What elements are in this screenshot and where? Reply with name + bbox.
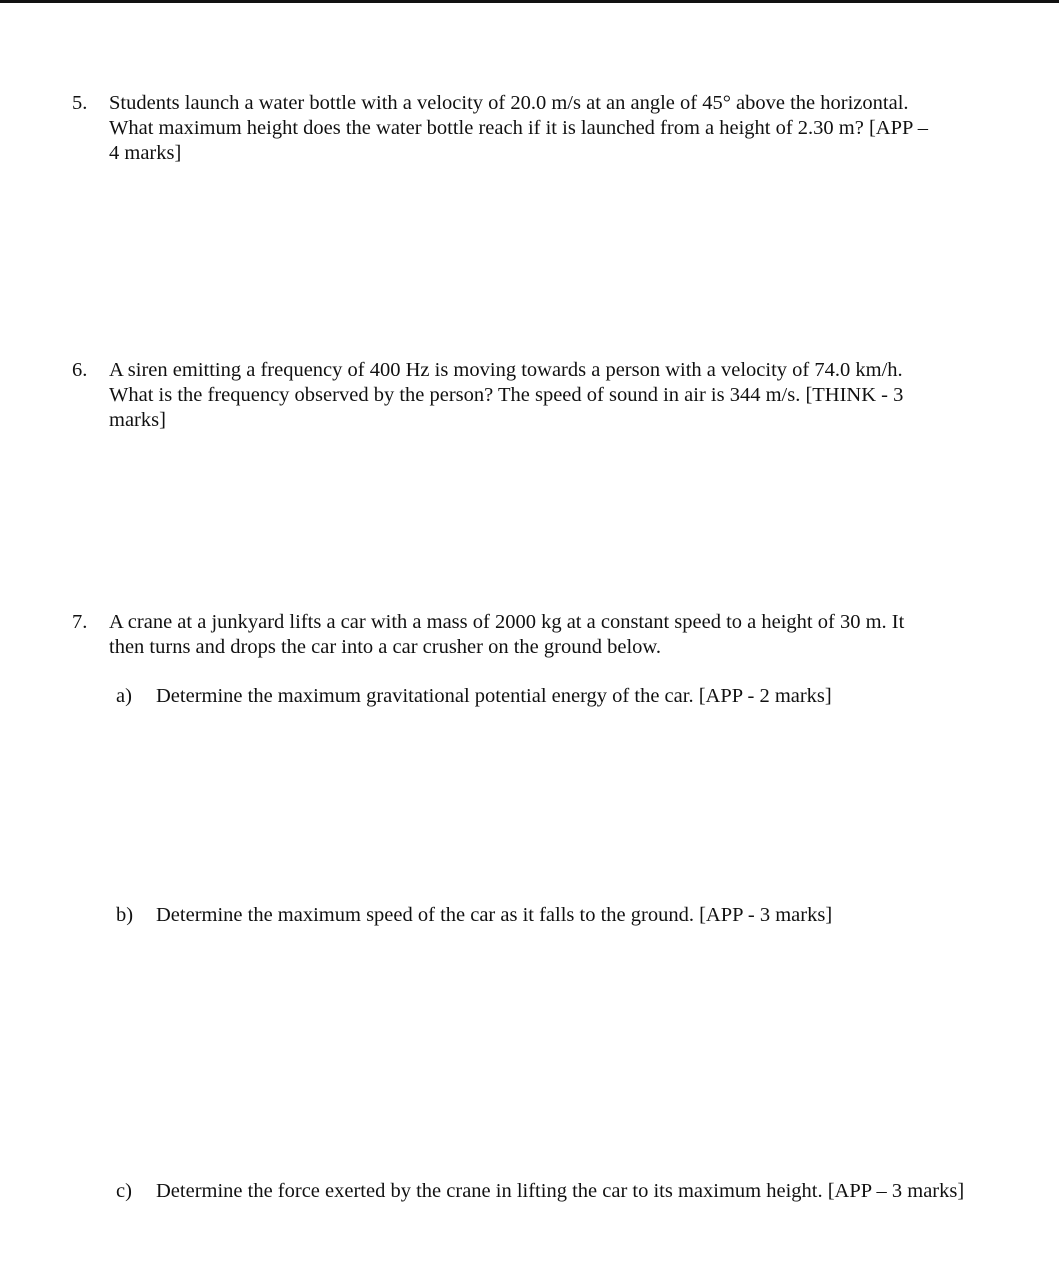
question-number: 5. <box>72 92 88 114</box>
question-line: A crane at a junkyard lifts a car with a mass of 2000 kg at a constant speed to a height of 30 m. It <box>109 611 905 633</box>
question-text <box>109 91 1009 166</box>
question-number: 6. <box>72 359 88 381</box>
top-border-line <box>0 0 1059 3</box>
question-line: 4 marks] <box>109 142 182 164</box>
question-line: marks] <box>109 409 166 431</box>
part-label: a) <box>116 685 132 707</box>
question-line: Students launch a water bottle with a velocity of 20.0 m/s at an angle of 45° above the horizontal. <box>109 92 909 114</box>
part-text: Determine the maximum gravitational potential energy of the car. [APP - 2 marks] <box>156 685 832 707</box>
question-line: then turns and drops the car into a car crusher on the ground below. <box>109 636 661 658</box>
part-label: c) <box>116 1180 132 1202</box>
part-label: b) <box>116 904 134 926</box>
question-line: What is the frequency observed by the person? The speed of sound in air is 344 m/s. [THINK - 3 <box>109 384 904 406</box>
part-text: Determine the maximum speed of the car as it falls to the ground. [APP - 3 marks] <box>156 904 833 926</box>
question-text <box>109 610 1009 660</box>
question-line: What maximum height does the water bottle reach if it is launched from a height of 2.30 m? [APP – <box>109 117 929 139</box>
question-number: 7. <box>72 611 88 633</box>
question-line: A siren emitting a frequency of 400 Hz is moving towards a person with a velocity of 74.0 km/h. <box>109 359 903 381</box>
part-text: Determine the force exerted by the crane in lifting the car to its maximum height. [APP – 3 marks] <box>156 1180 965 1202</box>
question-text <box>109 358 1009 433</box>
